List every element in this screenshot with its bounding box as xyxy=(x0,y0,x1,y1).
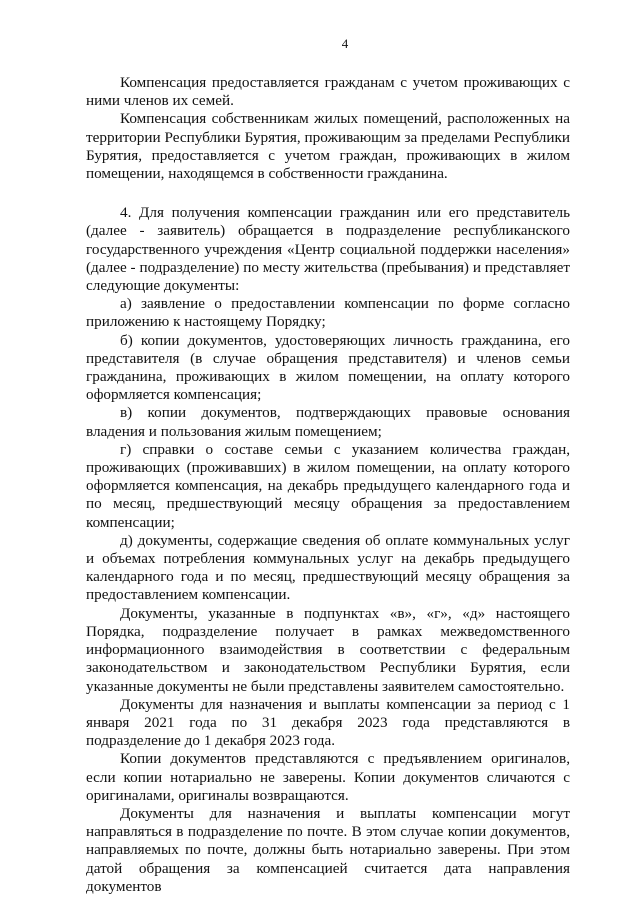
document-body xyxy=(86,74,570,896)
paragraph-owners-outside-republic: Компенсация собственникам жилых помещений, расположенных на территории Республики Бурятия, проживающим за пределами Республики Бурятия, предоставляется с учетом граждан, проживающих в жилом помещении, находящемся в собственности гражданина. xyxy=(86,110,570,183)
paragraph-item-4: 4. Для получения компенсации гражданин или его представитель (далее - заявитель) обращается в подразделение республиканского государственного учреждения «Центр социальной поддержки населения» (далее - подразделение) по месту жительства (пребывания) и представляет следующие документы: xyxy=(86,204,570,295)
paragraph-subitem-b: б) копии документов, удостоверяющих личность гражданина, его представителя (в случае обращения представителя) и членов семьи гражданина, проживающих в жилом помещении, на оплату которого оформляется компенсация; xyxy=(86,331,570,404)
page-number: 4 xyxy=(341,36,349,51)
paragraph-postal-submission: Документы для назначения и выплаты компенсации могут направляться в подразделение по почте. В этом случае копии документов, направляемых по почте, должны быть нотариально заверены. При этом датой обращения за компенсацией считается дата направления документов xyxy=(86,804,570,895)
paragraph-copies-originals: Копии документов представляются с предъявлением оригиналов, если копии нотариально не заверены. Копии документов сличаются с оригиналами, оригиналы возвращаются. xyxy=(86,750,570,804)
paragraph-subitem-a: а) заявление о предоставлении компенсации по форме согласно приложению к настоящему Порядку; xyxy=(86,295,570,331)
paragraph-subitem-d: д) документы, содержащие сведения об оплате коммунальных услуг и объемах потребления коммунальных услуг на декабрь предыдущего календарного года и по месяц, предшествующий месяцу обращения за предоставлением компенсации. xyxy=(86,531,570,604)
paragraph-subitem-v: в) копии документов, подтверждающих правовые основания владения и пользования жилым помещением; xyxy=(86,404,570,440)
paragraph-submission-deadline: Документы для назначения и выплаты компенсации за период с 1 января 2021 года по 31 декабря 2023 года представляются в подразделение до 1 декабря 2023 года. xyxy=(86,695,570,750)
paragraph-subitem-g: г) справки о составе семьи с указанием количества граждан, проживающих (проживавших) в жилом помещении, на оплату которого оформляется компенсация, на декабрь предыдущего календарного года и по месяц, предшествующий месяцу обращения за предоставлением компенсации; xyxy=(86,440,570,531)
paragraph-family-members: Компенсация предоставляется гражданам с учетом проживающих с ними членов их семей. xyxy=(86,74,570,110)
paragraph-interagency-documents: Документы, указанные в подпунктах «в», «г», «д» настоящего Порядка, подразделение получает в рамках межведомственного информационного взаимодействия в соответствии с федеральным законодательством и законодательством Республики Бурятия, если указанные документы не были представлены заявителем самостоятельно. xyxy=(86,604,570,695)
